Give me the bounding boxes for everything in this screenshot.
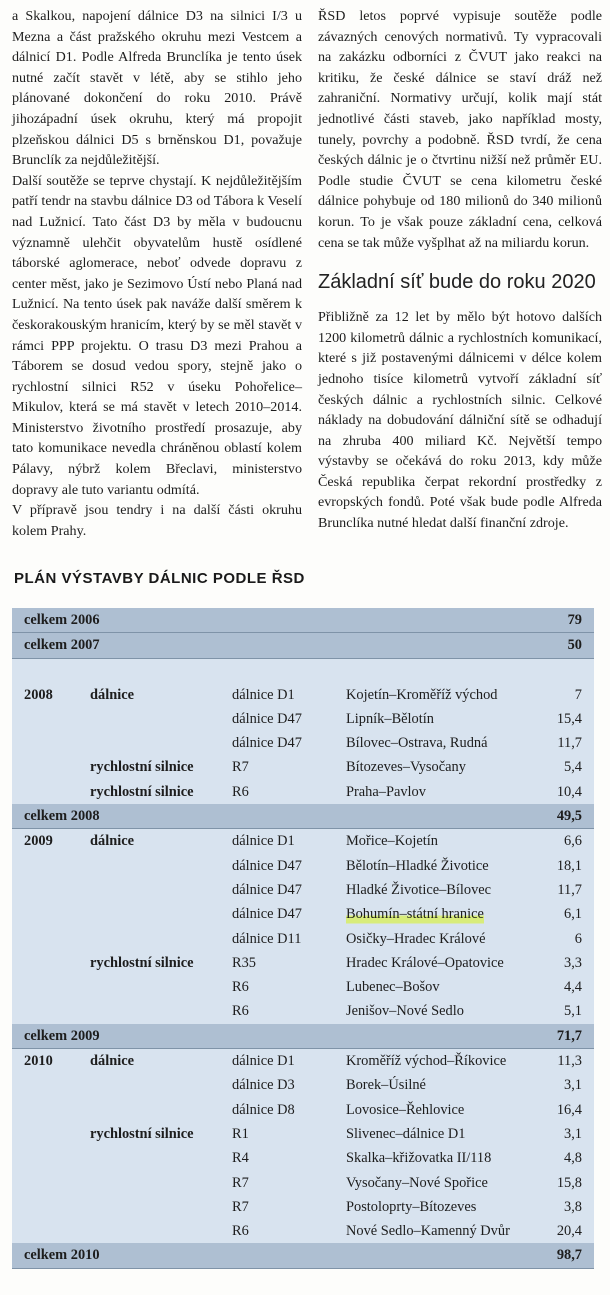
table-title: PLÁN VÝSTAVBY DÁLNIC PODLE ŘSD	[14, 570, 305, 587]
row-road: R6	[232, 979, 249, 996]
row-length: 11,3	[557, 1053, 582, 1070]
table-row	[12, 927, 594, 951]
table-total-row	[12, 1243, 594, 1268]
row-length: 7	[574, 686, 582, 703]
row-length: 18,1	[556, 857, 582, 874]
section-subheading: Základní síť bude do roku 2020	[318, 271, 596, 294]
row-length: 20,4	[556, 1223, 582, 1240]
row-section: Lovosice–Řehlovice	[346, 1101, 465, 1118]
row-road: R7	[232, 759, 249, 776]
article-column-right	[318, 6, 602, 534]
row-road: R6	[232, 783, 249, 800]
row-length: 3,1	[564, 1077, 582, 1094]
table-row	[12, 999, 594, 1023]
row-section: Postoloprty–Bítozeves	[346, 1198, 477, 1215]
row-section: Lubenec–Bošov	[346, 979, 440, 996]
table-row	[12, 780, 594, 804]
row-length: 3,3	[564, 954, 582, 971]
total-value: 71,7	[556, 1027, 582, 1044]
row-road: dálnice D47	[232, 735, 302, 752]
table-row	[12, 1219, 594, 1243]
article-column-left	[12, 6, 302, 541]
row-section: Bohumín–státní hranice	[346, 902, 484, 926]
row-section: Borek–Úsilné	[346, 1077, 426, 1094]
row-road: R35	[232, 954, 256, 971]
row-road-type: rychlostní silnice	[90, 783, 194, 800]
table-row	[12, 1171, 594, 1195]
row-section: Jenišov–Nové Sedlo	[346, 1003, 464, 1020]
table-row	[12, 1122, 594, 1146]
total-label: celkem 2008	[24, 808, 100, 825]
total-label: celkem 2006	[24, 612, 100, 628]
row-section: Skalka–křižovatka II/118	[346, 1150, 492, 1167]
row-road: dálnice D1	[232, 1053, 295, 1070]
row-length: 4,4	[564, 979, 582, 996]
row-year: 2009	[24, 833, 53, 850]
row-length: 15,4	[556, 710, 582, 727]
total-value: 49,5	[556, 808, 582, 825]
table-total-row	[12, 633, 594, 658]
row-section: Slivenec–dálnice D1	[346, 1125, 466, 1142]
table-spacer	[12, 659, 594, 683]
row-road: dálnice D47	[232, 710, 302, 727]
row-road: R7	[232, 1198, 249, 1215]
row-section: Mořice–Kojetín	[346, 833, 438, 850]
row-section: Bělotín–Hladké Životice	[346, 857, 489, 874]
row-length: 11,7	[557, 735, 582, 752]
row-road: dálnice D47	[232, 857, 302, 874]
table-row	[12, 902, 594, 926]
row-section: Hradec Králové–Opatovice	[346, 954, 504, 971]
row-section: Kojetín–Kroměříž východ	[346, 686, 498, 703]
row-length: 6,1	[564, 906, 582, 923]
row-road-type: dálnice	[90, 1053, 134, 1070]
table-row	[12, 1073, 594, 1097]
row-road-type: dálnice	[90, 833, 134, 850]
article-paragraph: ŘSD letos poprvé vypisuje soutěže podle závazných cenových normativů. Ty vypracovali na zakázku odborníci z ČVUT jako reakci na kritiku, že české dálnice se staví dráž než zahraniční. Normativy určují, kolik mají stát jednotlivé části staveb, jako například mosty, tunely, povrchy a podobně. ŘSD tvrdí, že cena českých dálnic je o čtvrtinu nižší než průměr EU. Podle studie ČVUT se cena kilometru české dálnice pohybuje od 180 milionů do 340 milionů korun. To je však pouze základní cena, celková cena se tak může vyšplhat až na miliardu korun.	[318, 8, 602, 251]
article-paragraph: Další soutěže se teprve chystají. K nejdůležitějším patří tendr na stavbu dálnice D3 od Tábora k Veselí nad Lužnicí. Tato část D3 by měla v budoucnu významně ulehčit obyvatelům hustě osídlené táborské aglomerace, neboť odvede dopravu z center měst, jako je Sezimovo Ústí nebo Planá nad Lužnicí. Na tento úsek pak naváže další směrem k českorakouským hranicím, který by se měl stavět v rámci PPP projektu. O trasu D3 mezi Prahou a Táborem se dosud vedou spory, stejně jako o rychlostní silnici R52 v úseku Pohořelice–Mikulov, která se má stavět v letech 2010–2014. Ministerstvo životního prostředí prosazuje, aby tato komunikace nevedla chráněnou oblastí kolem Pálavy, nýbrž kolem Břeclavi, ministerstvo dopravy ale tuto variantu odmítá.	[12, 172, 302, 498]
row-road: dálnice D1	[232, 833, 295, 850]
row-section: Vysočany–Nové Spořice	[346, 1174, 488, 1191]
table-row	[12, 707, 594, 731]
row-length: 6	[574, 930, 582, 947]
row-section: Praha–Pavlov	[346, 783, 426, 800]
row-section: Hladké Životice–Bílovec	[346, 881, 492, 898]
table-row	[12, 755, 594, 779]
table-row	[12, 1098, 594, 1122]
total-value: 98,7	[556, 1247, 582, 1264]
row-year: 2010	[24, 1053, 53, 1070]
row-road-type: rychlostní silnice	[90, 1125, 194, 1142]
table-row	[12, 951, 594, 975]
table-row	[12, 731, 594, 755]
row-road: dálnice D8	[232, 1101, 295, 1118]
row-road: R6	[232, 1003, 249, 1020]
row-length: 16,4	[556, 1101, 582, 1118]
row-section: Kroměříž východ–Říkovice	[346, 1053, 507, 1070]
total-label: celkem 2007	[24, 637, 100, 654]
row-road: dálnice D1	[232, 686, 295, 703]
row-road: dálnice D47	[232, 881, 302, 898]
article-paragraph: V přípravě jsou tendry i na další části okruhu kolem Prahy.	[12, 502, 302, 539]
row-length: 15,8	[556, 1174, 582, 1191]
row-section: Bílovec–Ostrava, Rudná	[346, 735, 488, 752]
row-length: 5,4	[564, 759, 582, 776]
row-length: 3,1	[564, 1125, 582, 1142]
total-label: celkem 2010	[24, 1247, 100, 1264]
row-road-type: rychlostní silnice	[90, 759, 194, 776]
row-section: Lipník–Bělotín	[346, 710, 434, 727]
row-road: dálnice D47	[232, 906, 302, 923]
table-row	[12, 683, 594, 707]
row-length: 3,8	[564, 1198, 582, 1215]
row-road: dálnice D11	[232, 930, 302, 947]
row-road: R7	[232, 1174, 249, 1191]
table-row	[12, 854, 594, 878]
row-year: 2008	[24, 686, 53, 703]
table-total-row	[12, 608, 594, 633]
row-road-type: rychlostní silnice	[90, 954, 194, 971]
table-total-row	[12, 804, 594, 829]
row-section: Bítozeves–Vysočany	[346, 759, 466, 776]
total-value: 50	[567, 637, 582, 654]
article-paragraph: a Skalkou, napojení dálnice D3 na silnici I/3 u Mezna a část pražského okruhu mezi Vestcem a dálnicí D1. Podle Alfreda Brunclíka je tento úsek nutné začít stavět v létě, aby se stihlo jeho plánované dokončení do roku 2010. Právě jihozápadní úsek okruhu, který má propojit plzeňskou dálnici D5 s brněnskou D1, považuje Brunclík za nejdůležitější.	[12, 8, 302, 169]
row-road: R1	[232, 1125, 249, 1142]
table-row	[12, 1049, 594, 1073]
row-length: 4,8	[564, 1150, 582, 1167]
row-road: dálnice D3	[232, 1077, 295, 1094]
table-row	[12, 1195, 594, 1219]
table-row	[12, 1146, 594, 1170]
table-total-row	[12, 1024, 594, 1049]
row-road: R4	[232, 1150, 249, 1167]
row-road: R6	[232, 1223, 249, 1240]
row-length: 5,1	[564, 1003, 582, 1020]
row-section: Nové Sedlo–Kamenný Dvůr	[346, 1223, 510, 1240]
row-length: 6,6	[564, 833, 582, 850]
row-road-type: dálnice	[90, 686, 134, 703]
row-length: 11,7	[557, 881, 582, 898]
article-paragraph: Přibližně za 12 let by mělo být hotovo dalších 1200 kilometrů dálnic a rychlostních komunikací, které s již postavenými dálnicemi v délce kolem jednoho tisíce kilometrů vytvoří základní síť českých dálnic a rychlostních silnic. Celkové náklady na dobudování dálniční sítě se odhadují na zhruba 400 miliard Kč. Největší tempo výstavby se očekává do roku 2013, kdy může Česká republika čerpat rekordní prostředky z evropských fondů. Poté však bude podle Alfreda Brunclíka nutné hledat další finanční zdroje.	[318, 309, 602, 532]
construction-plan-table	[12, 608, 594, 1269]
row-length: 10,4	[556, 783, 582, 800]
table-row	[12, 829, 594, 853]
table-row	[12, 975, 594, 999]
total-label: celkem 2009	[24, 1027, 100, 1044]
row-section: Osičky–Hradec Králové	[346, 930, 486, 947]
total-value: 79	[567, 612, 582, 628]
table-row	[12, 878, 594, 902]
